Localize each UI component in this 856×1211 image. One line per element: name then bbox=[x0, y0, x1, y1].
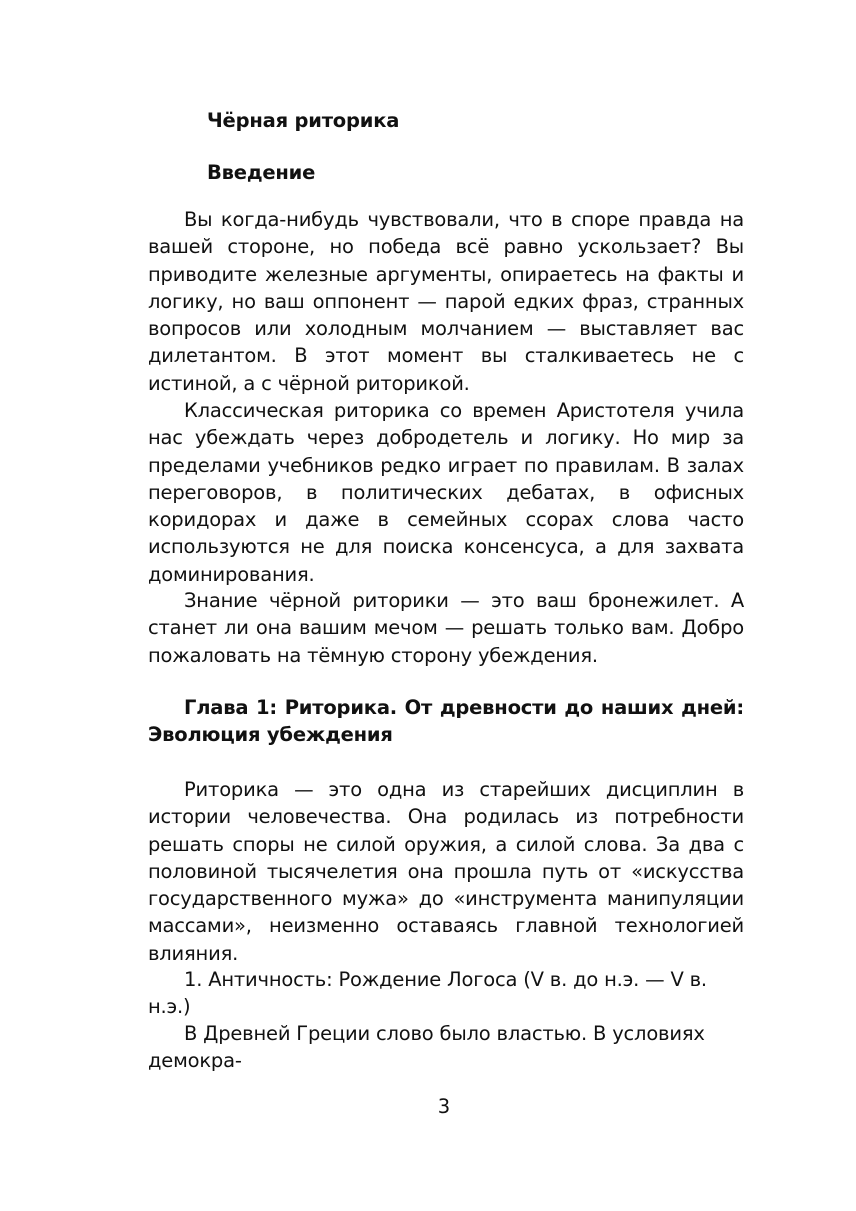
section-heading: Введение bbox=[207, 161, 316, 184]
document-title: Чёрная риторика bbox=[207, 109, 400, 132]
page-number: 3 bbox=[437, 1095, 451, 1118]
paragraph-intro-3: Знание чёрной риторики — это ваш бронежилет. А станет ли она вашим мечом — решать только вам. Добро пожаловать на тёмную сторону убеждения. bbox=[148, 589, 744, 667]
paragraph-intro-1: Вы когда-нибудь чувствовали, что в споре правда на вашей стороне, но победа всё равно ускользает? Вы приводите железные аргументы, опираетесь на факты и логику, но ваш оппонент — парой едких фраз, странных вопросов или холодным молчанием — выставляет вас дилетантом. В этот момент вы сталкиваетесь не с истиной, а с чёрной риторикой. bbox=[148, 208, 744, 395]
paragraph-intro-2: Классическая риторика со времен Аристотеля учила нас убеждать через добродетель и логику. Но мир за пределами учебников редко играет по правилам. В залах переговоров, в политических дебатах, в офисных коридорах и даже в семейных ссорах слова часто используются не для поиска консенсуса, а для захвата доминирования. bbox=[148, 399, 744, 586]
chapter-paragraph: Риторика — это одна из старейших дисциплин в истории человечества. Она родилась из потребности решать споры не силой оружия, а силой слова. За два с половиной тысячелетия она прошла путь от «искусства государственного мужа» до «инструмента манипуляции массами», неизменно оставаясь главной технологией влияния. bbox=[148, 778, 744, 965]
chapter-heading: Глава 1: Риторика. От древности до наших дней: Эволюция убеждения bbox=[148, 696, 744, 747]
list-item: 1. Античность: Рождение Логоса (V в. до н.э. — V в. н.э.) bbox=[148, 968, 707, 1019]
paragraph-last-line: В Древней Греции слово было властью. В условиях демокра- bbox=[148, 1022, 705, 1073]
